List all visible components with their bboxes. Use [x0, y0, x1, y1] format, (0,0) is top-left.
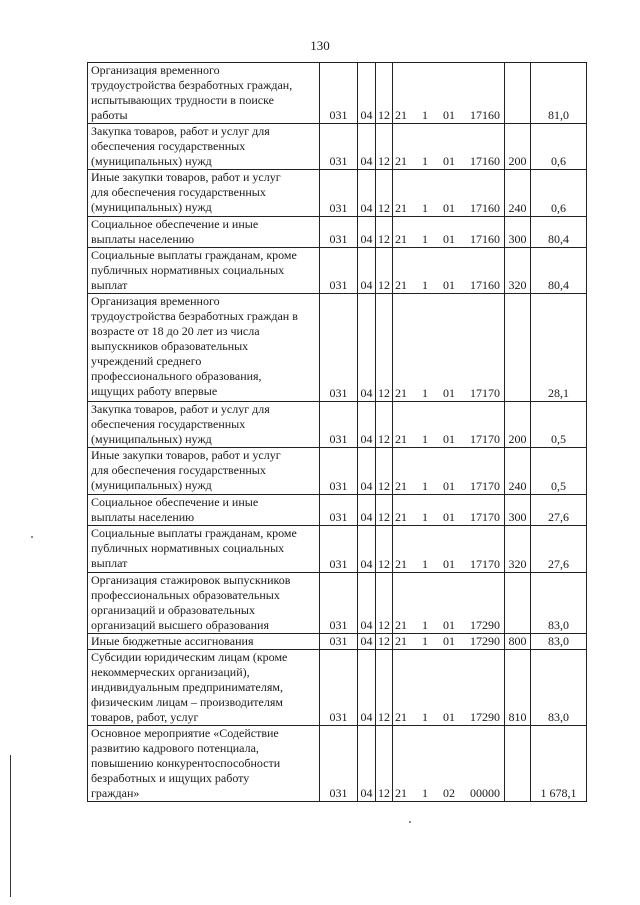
- section-code: 04: [358, 217, 376, 248]
- expense-type-code: 240: [505, 448, 531, 495]
- csr-program: 21: [395, 634, 407, 648]
- amount-value: 1 678,1: [531, 726, 587, 802]
- csr-direction: 17160: [470, 154, 500, 168]
- amount-value: 83,0: [531, 573, 587, 634]
- subsection-code: 12: [376, 726, 393, 802]
- row-name-cell: [88, 726, 320, 802]
- target-article-code: [393, 217, 505, 248]
- grbs-code: 031: [320, 634, 358, 650]
- expense-type-code: 300: [505, 495, 531, 526]
- amount-value: 27,6: [531, 495, 587, 526]
- target-article-parts: [394, 386, 503, 401]
- row-name-cell: [88, 495, 320, 526]
- row-name-cell: [88, 573, 320, 634]
- grbs-code: 031: [320, 448, 358, 495]
- table-row: [88, 248, 587, 294]
- grbs-code: 031: [320, 526, 358, 573]
- csr-program: 21: [395, 786, 407, 800]
- section-code: 04: [358, 526, 376, 573]
- row-name: Социальные выплаты гражданам, кроме публичных нормативных социальных выплат: [91, 248, 297, 292]
- row-name: Социальное обеспечение и иные выплаты населению: [91, 495, 259, 524]
- row-name-cell: [88, 248, 320, 294]
- expense-type-code: 200: [505, 402, 531, 448]
- table-row: [88, 634, 587, 650]
- csr-direction: 17170: [470, 386, 500, 400]
- csr-program: 21: [395, 386, 407, 400]
- csr-event: 01: [443, 634, 455, 648]
- subsection-code: 12: [376, 448, 393, 495]
- grbs-code: 031: [320, 248, 358, 294]
- csr-subprogram: 1: [422, 154, 428, 168]
- subsection-code: 12: [376, 248, 393, 294]
- subsection-code: 12: [376, 495, 393, 526]
- table-row: [88, 402, 587, 448]
- grbs-code: 031: [320, 294, 358, 402]
- target-article-code: [393, 634, 505, 650]
- expense-type-code: 240: [505, 170, 531, 217]
- margin-line: [10, 755, 11, 897]
- target-article-parts: [394, 618, 503, 633]
- csr-event: 02: [443, 786, 455, 800]
- table-row: [88, 217, 587, 248]
- amount-value: 83,0: [531, 634, 587, 650]
- grbs-code: 031: [320, 170, 358, 217]
- amount-value: 0,5: [531, 448, 587, 495]
- csr-program: 21: [395, 510, 407, 524]
- csr-program: 21: [395, 108, 407, 122]
- grbs-code: 031: [320, 124, 358, 170]
- section-code: 04: [358, 170, 376, 217]
- page-number: 130: [310, 38, 330, 53]
- grbs-code: 031: [320, 217, 358, 248]
- target-article-code: [393, 526, 505, 573]
- csr-subprogram: 1: [422, 201, 428, 215]
- target-article-code: [393, 124, 505, 170]
- amount-value: 27,6: [531, 526, 587, 573]
- amount-value: 80,4: [531, 217, 587, 248]
- expense-type-code: [505, 726, 531, 802]
- csr-event: 01: [443, 201, 455, 215]
- amount-value: 0,6: [531, 124, 587, 170]
- target-article-code: [393, 170, 505, 217]
- subsection-code: 12: [376, 526, 393, 573]
- csr-subprogram: 1: [422, 432, 428, 446]
- csr-direction: 17290: [470, 618, 500, 632]
- target-article-code: [393, 294, 505, 402]
- table-row: [88, 124, 587, 170]
- target-article-code: [393, 402, 505, 448]
- target-article-code: [393, 495, 505, 526]
- csr-program: 21: [395, 201, 407, 215]
- table-row: [88, 294, 587, 402]
- expense-type-code: 300: [505, 217, 531, 248]
- target-article-code: [393, 248, 505, 294]
- grbs-code: 031: [320, 573, 358, 634]
- csr-direction: 00000: [470, 786, 500, 800]
- table-row: [88, 495, 587, 526]
- expense-type-code: 200: [505, 124, 531, 170]
- grbs-code: 031: [320, 726, 358, 802]
- csr-direction: 17170: [470, 432, 500, 446]
- row-name-cell: [88, 63, 320, 124]
- expense-type-code: [505, 63, 531, 124]
- amount-value: 83,0: [531, 650, 587, 726]
- csr-subprogram: 1: [422, 278, 428, 292]
- budget-table: [87, 62, 587, 802]
- table-row: [88, 650, 587, 726]
- csr-direction: 17170: [470, 557, 500, 571]
- section-code: 04: [358, 402, 376, 448]
- csr-program: 21: [395, 432, 407, 446]
- section-code: 04: [358, 124, 376, 170]
- target-article-parts: [394, 108, 503, 123]
- target-article-parts: [394, 634, 503, 649]
- amount-value: 80,4: [531, 248, 587, 294]
- csr-event: 01: [443, 232, 455, 246]
- csr-program: 21: [395, 278, 407, 292]
- csr-event: 01: [443, 108, 455, 122]
- stray-mark: [409, 821, 411, 823]
- row-name-cell: [88, 217, 320, 248]
- target-article-parts: [394, 201, 503, 216]
- row-name: Организация стажировок выпускников профессиональных образовательных организаций и образовательных организаций высшего образования: [91, 573, 291, 632]
- target-article-code: [393, 448, 505, 495]
- section-code: 04: [358, 248, 376, 294]
- amount-value: 0,6: [531, 170, 587, 217]
- expense-type-code: 320: [505, 526, 531, 573]
- subsection-code: 12: [376, 634, 393, 650]
- section-code: 04: [358, 650, 376, 726]
- csr-subprogram: 1: [422, 710, 428, 724]
- section-code: 04: [358, 495, 376, 526]
- target-article-parts: [394, 479, 503, 494]
- csr-direction: 17290: [470, 710, 500, 724]
- target-article-parts: [394, 154, 503, 169]
- subsection-code: 12: [376, 573, 393, 634]
- row-name: Социальные выплаты гражданам, кроме публичных нормативных социальных выплат: [91, 526, 297, 570]
- amount-value: 0,5: [531, 402, 587, 448]
- target-article-parts: [394, 510, 503, 525]
- csr-program: 21: [395, 154, 407, 168]
- target-article-parts: [394, 710, 503, 725]
- section-code: 04: [358, 726, 376, 802]
- grbs-code: 031: [320, 402, 358, 448]
- csr-subprogram: 1: [422, 386, 428, 400]
- row-name: Иные закупки товаров, работ и услуг для обеспечения государственных (муниципальных) нужд: [91, 170, 281, 214]
- csr-event: 01: [443, 432, 455, 446]
- subsection-code: 12: [376, 650, 393, 726]
- expense-type-code: 320: [505, 248, 531, 294]
- csr-event: 01: [443, 386, 455, 400]
- csr-event: 01: [443, 154, 455, 168]
- row-name: Иные бюджетные ассигнования: [91, 634, 254, 648]
- section-code: 04: [358, 294, 376, 402]
- expense-type-code: 800: [505, 634, 531, 650]
- amount-value: 28,1: [531, 294, 587, 402]
- csr-direction: 17160: [470, 278, 500, 292]
- section-code: 04: [358, 634, 376, 650]
- grbs-code: 031: [320, 495, 358, 526]
- subsection-code: 12: [376, 217, 393, 248]
- table-row: [88, 170, 587, 217]
- section-code: 04: [358, 63, 376, 124]
- csr-subprogram: 1: [422, 557, 428, 571]
- csr-direction: 17160: [470, 108, 500, 122]
- csr-subprogram: 1: [422, 634, 428, 648]
- row-name-cell: [88, 448, 320, 495]
- table-row: [88, 573, 587, 634]
- expense-type-code: [505, 294, 531, 402]
- expense-type-code: [505, 573, 531, 634]
- table-body: [88, 63, 587, 802]
- csr-subprogram: 1: [422, 618, 428, 632]
- section-code: 04: [358, 448, 376, 495]
- subsection-code: 12: [376, 124, 393, 170]
- table-row: [88, 726, 587, 802]
- table-row: [88, 526, 587, 573]
- row-name-cell: [88, 124, 320, 170]
- row-name-cell: [88, 634, 320, 650]
- csr-subprogram: 1: [422, 510, 428, 524]
- csr-event: 01: [443, 618, 455, 632]
- subsection-code: 12: [376, 402, 393, 448]
- row-name: Социальное обеспечение и иные выплаты населению: [91, 217, 259, 246]
- target-article-parts: [394, 786, 503, 801]
- target-article-parts: [394, 557, 503, 572]
- table-row: [88, 63, 587, 124]
- amount-value: 81,0: [531, 63, 587, 124]
- csr-program: 21: [395, 479, 407, 493]
- row-name: Иные закупки товаров, работ и услуг для обеспечения государственных (муниципальных) нужд: [91, 448, 281, 492]
- subsection-code: 12: [376, 63, 393, 124]
- csr-event: 01: [443, 479, 455, 493]
- row-name-cell: [88, 294, 320, 402]
- csr-direction: 17290: [470, 634, 500, 648]
- row-name-cell: [88, 170, 320, 217]
- grbs-code: 031: [320, 650, 358, 726]
- row-name: Организация временного трудоустройства безработных граждан, испытывающих трудности в поиске работы: [91, 63, 293, 122]
- csr-program: 21: [395, 618, 407, 632]
- csr-event: 01: [443, 710, 455, 724]
- row-name: Закупка товаров, работ и услуг для обеспечения государственных (муниципальных) нужд: [91, 124, 270, 168]
- csr-program: 21: [395, 710, 407, 724]
- row-name-cell: [88, 526, 320, 573]
- section-code: 04: [358, 573, 376, 634]
- csr-direction: 17170: [470, 479, 500, 493]
- expense-type-code: 810: [505, 650, 531, 726]
- csr-event: 01: [443, 557, 455, 571]
- table-row: [88, 448, 587, 495]
- csr-subprogram: 1: [422, 108, 428, 122]
- row-name-cell: [88, 402, 320, 448]
- target-article-parts: [394, 232, 503, 247]
- csr-program: 21: [395, 557, 407, 571]
- target-article-code: [393, 63, 505, 124]
- csr-direction: 17160: [470, 201, 500, 215]
- target-article-code: [393, 726, 505, 802]
- target-article-code: [393, 573, 505, 634]
- target-article-code: [393, 650, 505, 726]
- row-name: Организация временного трудоустройства безработных граждан в возрасте от 18 до 20 лет из числа выпускников образовательных учреждений среднего профессионального образования, ищущих работу впервые: [91, 294, 298, 398]
- csr-direction: 17160: [470, 232, 500, 246]
- target-article-parts: [394, 432, 503, 447]
- csr-event: 01: [443, 510, 455, 524]
- csr-program: 21: [395, 232, 407, 246]
- target-article-parts: [394, 278, 503, 293]
- csr-direction: 17170: [470, 510, 500, 524]
- row-name: Субсидии юридическим лицам (кроме некоммерческих организаций), индивидуальным предпринимателям, физическим лицам – производителям товаров, работ, услуг: [91, 650, 288, 724]
- row-name: Закупка товаров, работ и услуг для обеспечения государственных (муниципальных) нужд: [91, 402, 270, 446]
- row-name-cell: [88, 650, 320, 726]
- subsection-code: 12: [376, 294, 393, 402]
- csr-subprogram: 1: [422, 786, 428, 800]
- grbs-code: 031: [320, 63, 358, 124]
- csr-subprogram: 1: [422, 479, 428, 493]
- csr-event: 01: [443, 278, 455, 292]
- stray-mark: [31, 536, 33, 538]
- row-name: Основное мероприятие «Содействие развитию кадрового потенциала, повышению конкурентоспособности безработных и ищущих работу граждан»: [91, 726, 281, 800]
- csr-subprogram: 1: [422, 232, 428, 246]
- subsection-code: 12: [376, 170, 393, 217]
